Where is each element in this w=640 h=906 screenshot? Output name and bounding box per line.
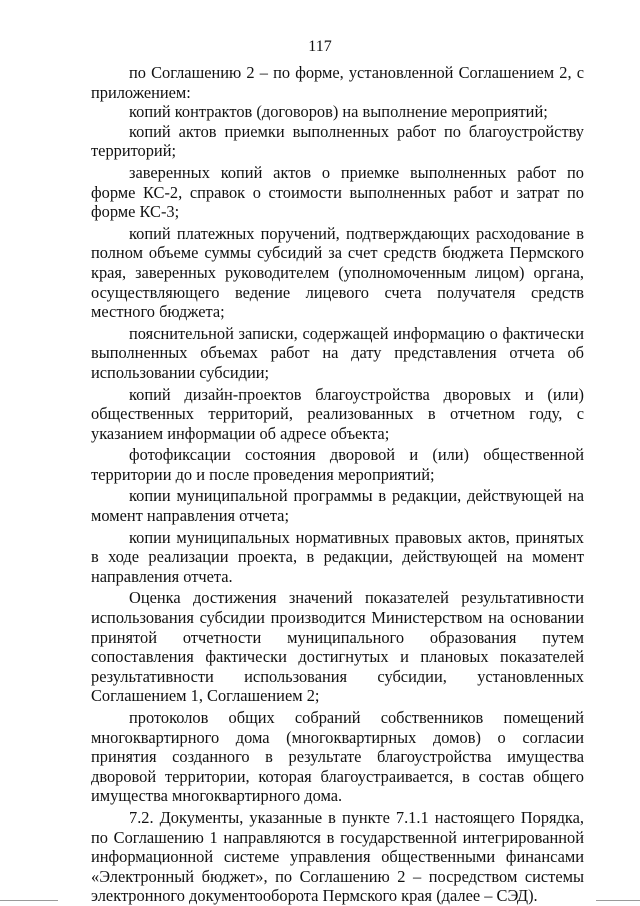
paragraph-design-projects: копий дизайн-проектов благоустройства дворовых и (или) общественных территорий, реализованных в отчетном году, с указанием информации об адресе объекта; [91,384,584,443]
paragraph-efficiency-assessment: Оценка достижения значений показателей результативности использования субсидии производится Министерством на основании принятой отчетности муниципального образования путем сопоставления фактически достигнутых и плановых показателей результативности использования субсидии, установленных Соглашением 1, Соглашением 2; [91,588,584,706]
paragraph-photo-fixation: фотофиксации состояния дворовой и (или) общественной территории до и после проведения мероприятий; [91,445,584,484]
scan-edge-left [0,900,58,901]
paragraph-ks2-ks3: заверенных копий актов о приемке выполненных работ по форме КС-2, справок о стоимости выполненных работ и затрат по форме КС-3; [91,162,584,222]
paragraph-acceptance-acts: копий актов приемки выполненных работ по благоустройству территорий; [91,121,584,161]
paragraph-explanatory-note: пояснительной записки, содержащей информацию о фактически выполненных объемах работ на дату представления отчета об использовании субсидии; [91,323,584,382]
paragraph-agreement-2-form: по Соглашению 2 – по форме, установленной Соглашением 2, с приложением: [91,63,584,102]
page-number: 117 [308,38,332,55]
paragraph-contract-copies: копий контрактов (договоров) на выполнение мероприятий; [129,102,548,122]
paragraph-municipal-program: копии муниципальной программы в редакции, действующей на момент направления отчета; [91,486,584,526]
scan-edge-right [596,900,640,901]
paragraph-legal-acts: копии муниципальных нормативных правовых актов, принятых в ходе реализации проекта, в редакции, действующей на момент направления отчета. [91,527,584,586]
paragraph-section-7-2: 7.2. Документы, указанные в пункте 7.1.1 настоящего Порядка, по Соглашению 1 направляются в государственной интегрированной информационной системе управления общественными финансами «Электронный бюджет», по Соглашению 2 – посредством системы электронного документооборота Пермского края (далее – СЭД). [91,807,584,906]
paragraph-meeting-protocols: протоколов общих собраний собственников помещений многоквартирного дома (многоквартирных домов) о согласии принятия созданного в результате благоустройства имущества дворовой территории, которая благоустраивается, в состав общего имущества многоквартирного дома. [91,708,584,806]
document-body [91,63,584,906]
paragraph-payment-orders: копий платежных поручений, подтверждающих расходование в полном объеме суммы субсидий за счет средств бюджета Пермского края, заверенных руководителем (уполномоченным лицом) органа, осуществляющего ведение лицевого счета получателя средств местного бюджета; [91,223,584,322]
